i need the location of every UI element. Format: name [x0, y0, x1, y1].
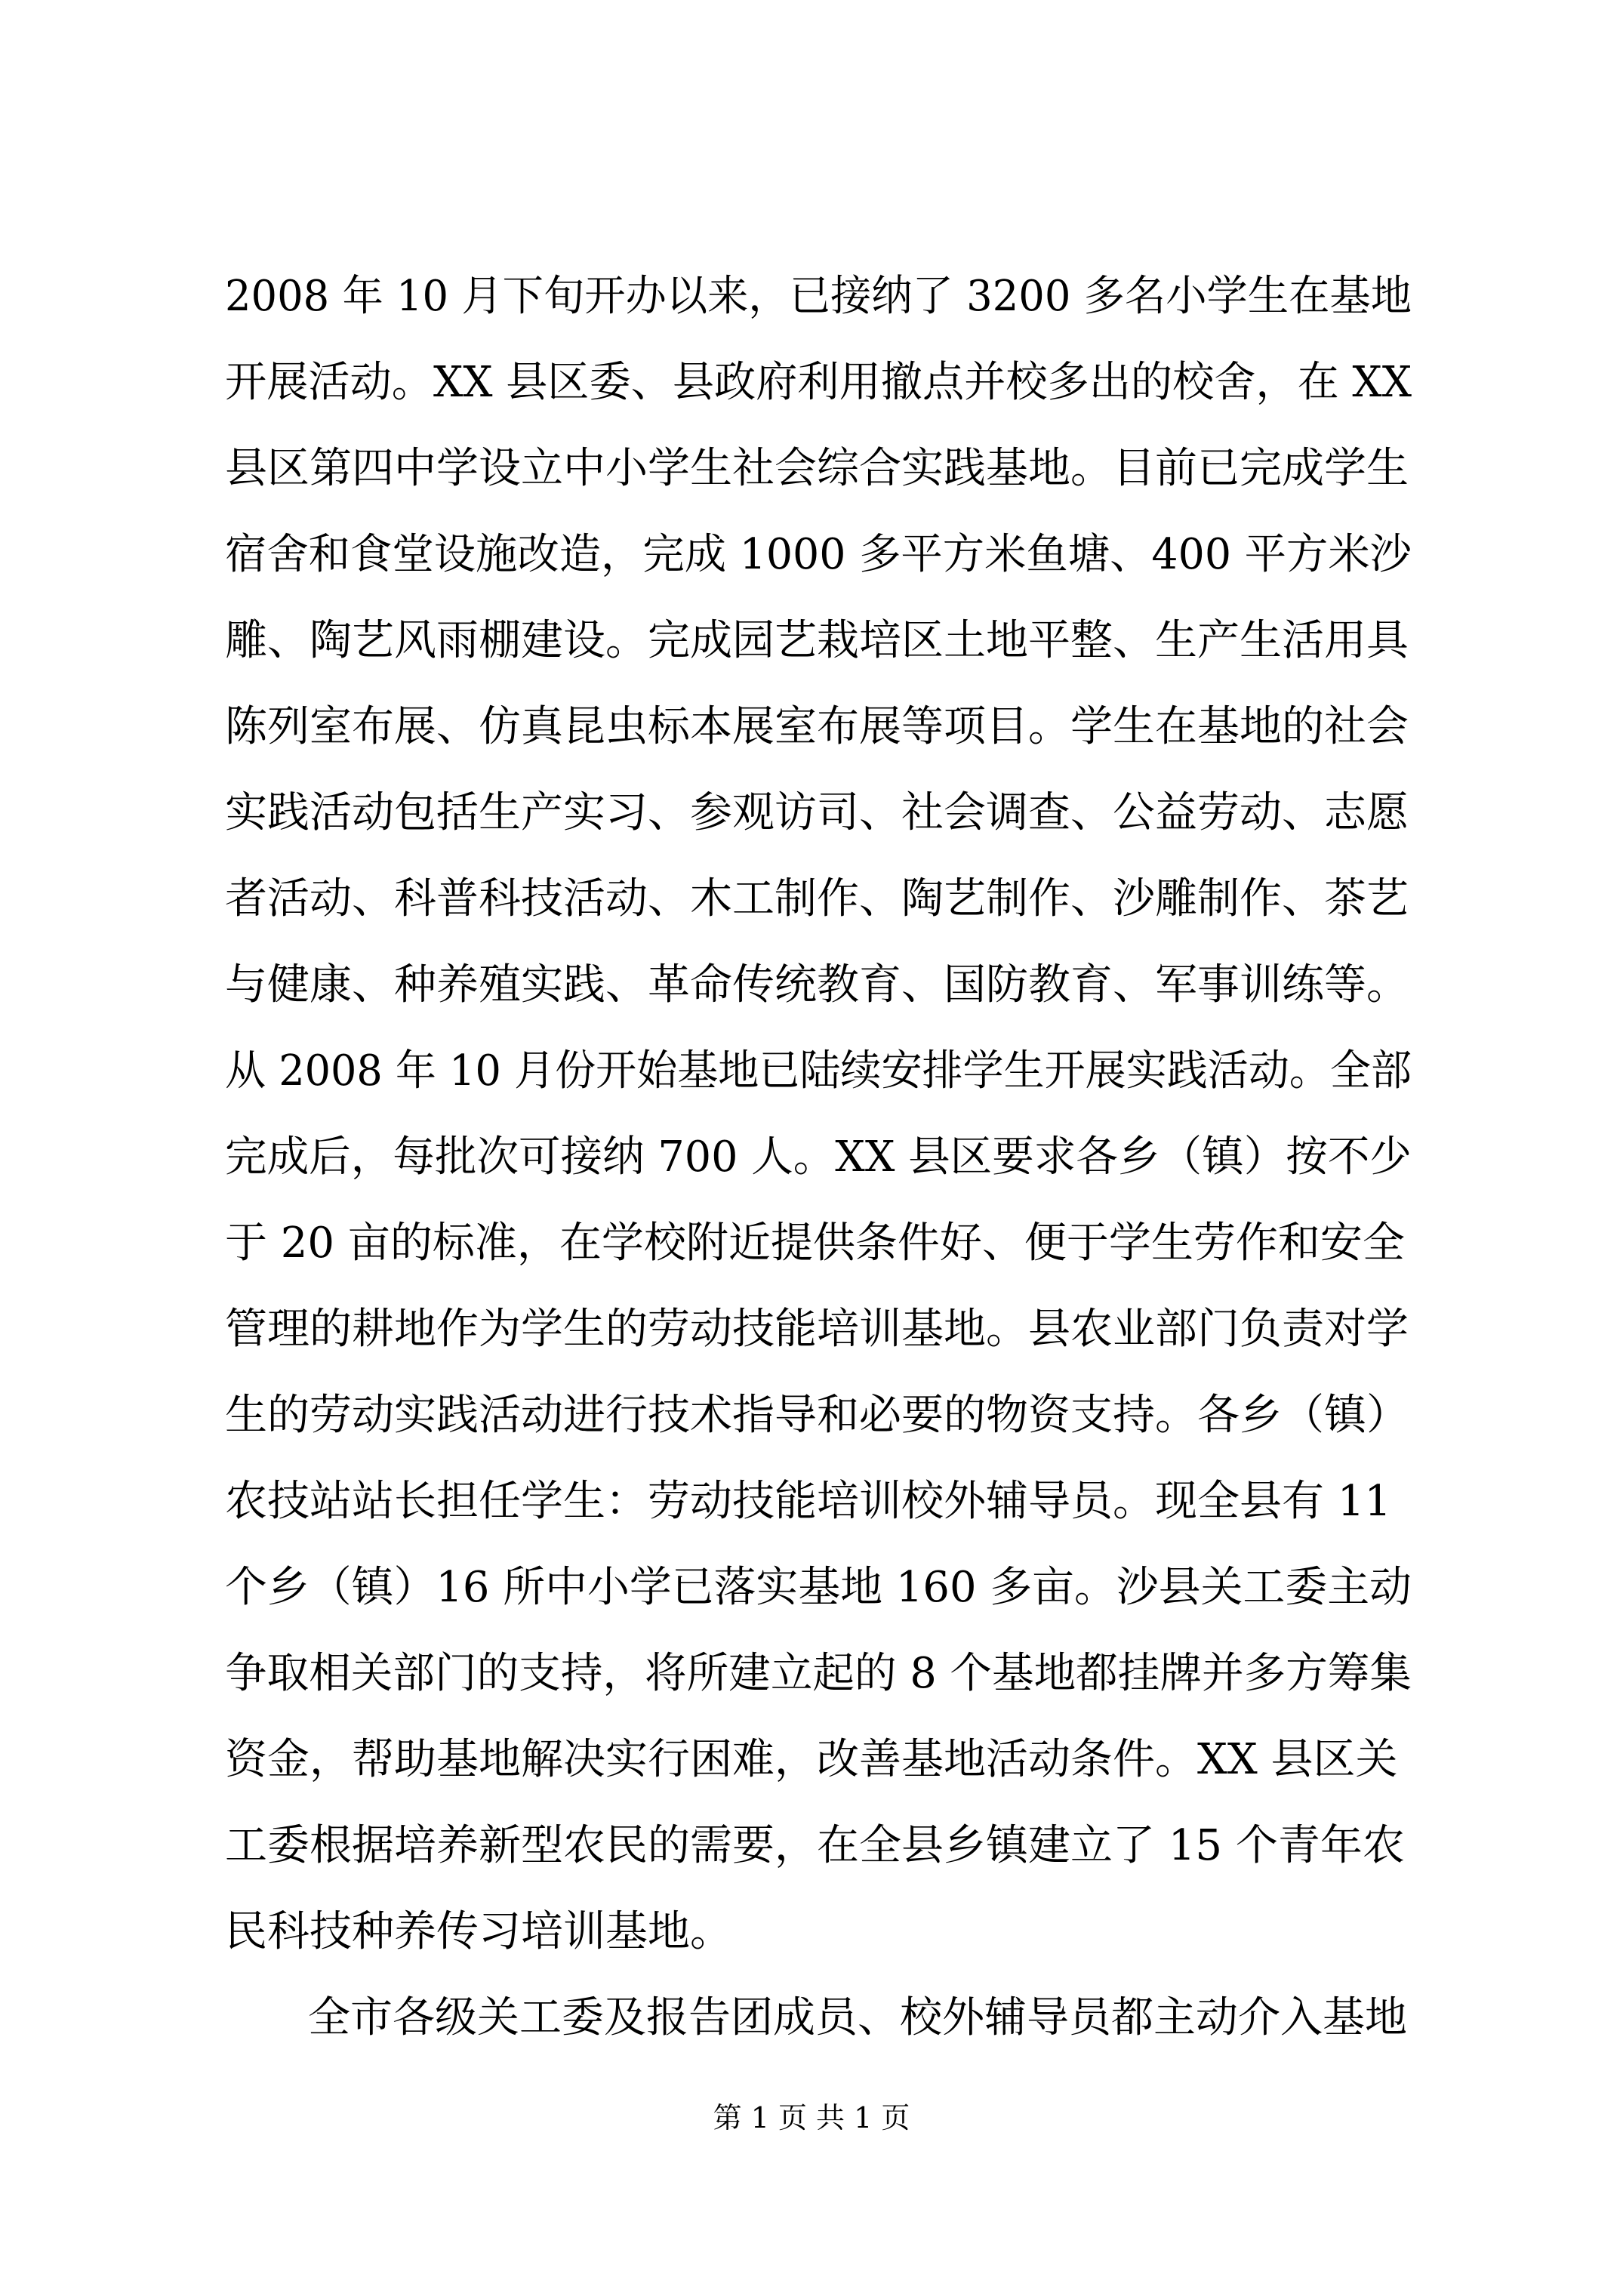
line-text: 与健康、种养殖实践、革命传统教育、国防教育、军事训练等。: [225, 960, 1409, 1009]
line-text: 县区第四中学设立中小学生社会综合实践基地。目前已完成学生: [225, 444, 1409, 493]
paragraph-line: [0, 1030, 1623, 1113]
line-text: 生的劳动实践活动进行技术指导和必要的物资支持。各乡（镇）: [225, 1391, 1409, 1440]
line-text: 工委根据培养新型农民的需要，在全县乡镇建立了 15 个青年农: [225, 1821, 1405, 1870]
paragraph-line: [0, 599, 1623, 683]
line-text: 雕、陶艺风雨棚建设。完成园艺栽培区土地平整、生产生活用具: [225, 616, 1409, 665]
line-text: 2008 年 10 月下旬开办以来，已接纳了 3200 多名小学生在基地: [225, 272, 1412, 321]
line-text: 争取相关部门的支持，将所建立起的 8 个基地都挂牌并多方筹集: [225, 1649, 1412, 1698]
line-text: 农技站站长担任学生：劳动技能培训校外辅导员。现全县有 11: [225, 1477, 1392, 1526]
line-text: 个乡（镇）16 所中小学已落实基地 160 多亩。沙县关工委主动: [225, 1563, 1412, 1612]
paragraph-line: [0, 858, 1623, 941]
paragraph-line: [0, 1546, 1623, 1629]
line-text: 宿舍和食堂设施改造，完成 1000 多平方米鱼塘、400 平方米沙: [225, 530, 1412, 579]
paragraph-line: [0, 255, 1623, 338]
paragraph-line: [0, 1460, 1623, 1543]
paragraph-line: [0, 1288, 1623, 1371]
line-text: 从 2008 年 10 月份开始基地已陆续安排学生开展实践活动。全部: [225, 1046, 1412, 1096]
line-text: 民科技种养传习培训基地。: [225, 1907, 732, 1956]
line-text: 资金，帮助基地解决实行困难，改善基地活动条件。XX 县区关: [225, 1735, 1398, 1784]
paragraph-line: [0, 944, 1623, 1027]
paragraph-line: [0, 1116, 1623, 1199]
paragraph-line: [0, 1374, 1623, 1457]
line-text: 者活动、科普科技活动、木工制作、陶艺制作、沙雕制作、茶艺: [225, 874, 1409, 923]
paragraph-line: [0, 1804, 1623, 1888]
line-text: 陈列室布展、仿真昆虫标本展室布展等项目。学生在基地的社会: [225, 702, 1409, 751]
line-text: 于 20 亩的标准，在学校附近提供条件好、便于学生劳作和安全: [225, 1219, 1405, 1268]
paragraph-line: [0, 341, 1623, 424]
paragraph-line: [0, 1718, 1623, 1801]
paragraph-line: [0, 772, 1623, 855]
paragraph-line: [0, 1891, 1623, 1974]
line-text: 实践活动包括生产实习、参观访司、社会调查、公益劳动、志愿: [225, 788, 1409, 837]
line-text: 开展活动。XX 县区委、县政府利用撤点并校多出的校舍，在 XX: [225, 358, 1412, 407]
paragraph-line: [0, 427, 1623, 510]
line-text: 管理的耕地作为学生的劳动技能培训基地。县农业部门负责对学: [225, 1305, 1409, 1354]
paragraph-line: [0, 513, 1623, 596]
line-text: 全市各级关工委及报告团成员、校外辅导员都主动介入基地: [308, 1993, 1407, 2042]
paragraph-line: [0, 1202, 1623, 1285]
page-footer: [0, 2095, 1623, 2140]
page-number: 第 1 页 共 1 页: [713, 2101, 910, 2134]
line-text: 完成后，每批次可接纳 700 人。XX 县区要求各乡（镇）按不少: [225, 1133, 1412, 1182]
paragraph-line: [0, 1632, 1623, 1715]
paragraph-line: [0, 686, 1623, 769]
paragraph-line: [0, 1977, 1623, 2060]
